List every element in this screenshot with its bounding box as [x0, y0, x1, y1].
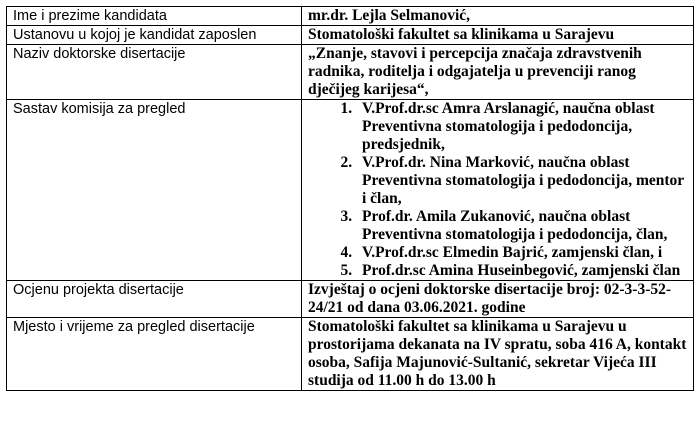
- committee-member: 1. V.Prof.dr.sc Amra Arslanagić, naučna oblast Preventivna stomatologija i pedodoncija, predsjednik,: [356, 100, 687, 154]
- committee-member: 4. V.Prof.dr.sc Elmedin Bajrić, zamjenski član, i: [356, 244, 687, 262]
- row-label: Ocjenu projekta disertacije: [7, 281, 302, 318]
- row-label: Naziv doktorske disertacije: [7, 45, 302, 100]
- table-row: [7, 318, 694, 391]
- table-row: [7, 281, 694, 318]
- row-label: Ime i prezime kandidata: [7, 7, 302, 26]
- committee-member: 2. V.Prof.dr. Nina Marković, naučna oblast Preventivna stomatologija i pedodoncija, mentor i član,: [356, 154, 687, 208]
- row-label: Sastav komisija za pregled: [7, 100, 302, 281]
- committee-member: 5. Prof.dr.sc Amina Huseinbegović, zamjenski član: [356, 262, 687, 280]
- table-row: [7, 100, 694, 281]
- table-row: [7, 7, 694, 26]
- row-value: „Znanje, stavovi i percepcija značaja zdravstvenih radnika, roditelja i odgajatelja u prevenciji ranog dječijeg karijesa“,: [302, 45, 694, 100]
- table-row: [7, 45, 694, 100]
- row-value: Stomatološki fakultet sa klinikama u Sarajevu u prostorijama dekanata na IV spratu, soba 416 A, kontakt osoba, Safija Majunović-Sultanić, sekretar Vijeća III studija od 11.00 h do 13.00 h: [302, 318, 694, 391]
- row-value: Stomatološki fakultet sa klinikama u Sarajevu: [302, 26, 694, 45]
- document-page: [6, 6, 694, 391]
- row-label: Ustanovu u kojoj je kandidat zaposlen: [7, 26, 302, 45]
- committee-member: 3. Prof.dr. Amila Zukanović, naučna oblast Preventivna stomatologija i pedodoncija, član,: [356, 208, 687, 244]
- row-label: Mjesto i vrijeme za pregled disertacije: [7, 318, 302, 391]
- row-value: mr.dr. Lejla Selmanović,: [302, 7, 694, 26]
- candidate-info-table: [6, 6, 694, 391]
- committee-list: [308, 100, 687, 280]
- table-row: [7, 26, 694, 45]
- row-value: Izvještaj o ocjeni doktorske disertacije broj: 02-3-3-52-24/21 od dana 03.06.2021. godine: [302, 281, 694, 318]
- committee-cell: [302, 100, 694, 281]
